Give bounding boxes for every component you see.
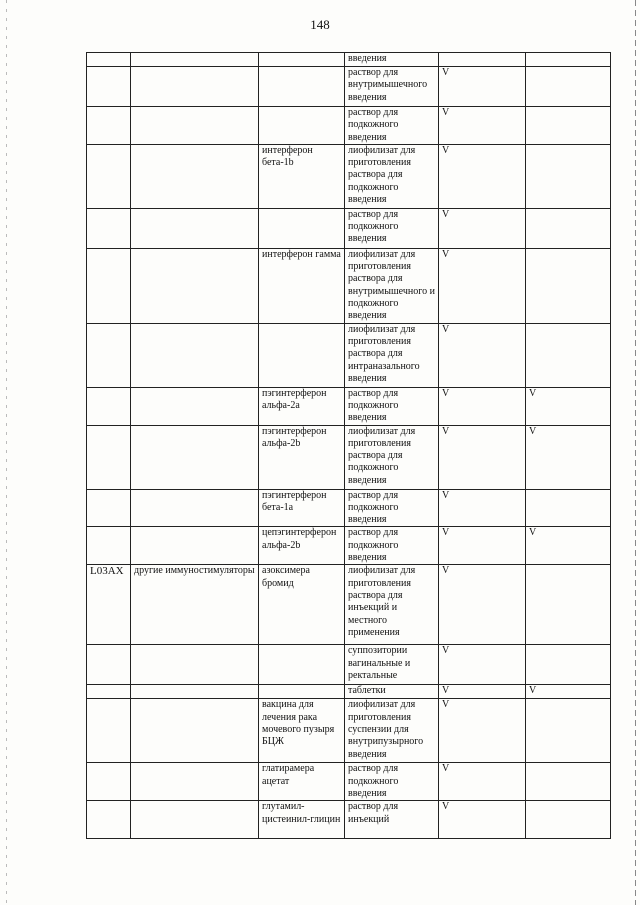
table-row <box>87 801 611 839</box>
table-row <box>87 248 611 323</box>
table-row <box>87 323 611 387</box>
table-row <box>87 763 611 801</box>
dosage-form-cell: введения <box>345 53 439 67</box>
dosage-form-cell: лиофилизат для приготовления раствора для внутримышечного и подкожного введения <box>345 248 439 323</box>
inn-cell: интерферон бета-1b <box>259 144 345 208</box>
atc-code-cell <box>87 489 131 527</box>
dosage-form-cell: раствор для подкожного введения <box>345 107 439 145</box>
group-cell <box>131 489 259 527</box>
atc-code-cell <box>87 645 131 685</box>
mark-cell-2: V <box>526 685 611 699</box>
mark-cell-2 <box>526 208 611 248</box>
mark-cell-1: V <box>439 208 526 248</box>
mark-cell-1: V <box>439 387 526 425</box>
inn-cell <box>259 685 345 699</box>
dosage-form-cell: лиофилизат для приготовления раствора для подкожного введения <box>345 425 439 489</box>
atc-code-cell <box>87 248 131 323</box>
atc-code-cell <box>87 699 131 763</box>
mark-cell-2 <box>526 323 611 387</box>
dosage-form-cell: раствор для подкожного введения <box>345 489 439 527</box>
inn-cell <box>259 208 345 248</box>
atc-code-cell <box>87 323 131 387</box>
mark-cell-1: V <box>439 527 526 565</box>
inn-cell: пэгинтерферон бета-1a <box>259 489 345 527</box>
atc-code-cell <box>87 107 131 145</box>
group-cell <box>131 53 259 67</box>
mark-cell-1 <box>439 53 526 67</box>
table-row <box>87 489 611 527</box>
atc-code-cell <box>87 527 131 565</box>
table-row <box>87 53 611 67</box>
mark-cell-2 <box>526 248 611 323</box>
mark-cell-1: V <box>439 565 526 645</box>
mark-cell-2 <box>526 489 611 527</box>
mark-cell-2: V <box>526 425 611 489</box>
group-cell <box>131 107 259 145</box>
inn-cell <box>259 645 345 685</box>
atc-code-cell: L03AX <box>87 565 131 645</box>
inn-cell: глатирамера ацетат <box>259 763 345 801</box>
group-cell <box>131 387 259 425</box>
group-cell <box>131 763 259 801</box>
table-row <box>87 107 611 145</box>
atc-code-cell <box>87 144 131 208</box>
dosage-form-cell: лиофилизат для приготовления раствора для интраназального введения <box>345 323 439 387</box>
group-cell <box>131 248 259 323</box>
atc-code-cell <box>87 425 131 489</box>
atc-code-cell <box>87 67 131 107</box>
mark-cell-1: V <box>439 248 526 323</box>
atc-code-cell <box>87 53 131 67</box>
mark-cell-2 <box>526 699 611 763</box>
mark-cell-1: V <box>439 489 526 527</box>
inn-cell: цепэгинтерферон альфа-2b <box>259 527 345 565</box>
atc-code-cell <box>87 685 131 699</box>
table-row <box>87 645 611 685</box>
inn-cell <box>259 67 345 107</box>
table-row <box>87 425 611 489</box>
group-cell <box>131 323 259 387</box>
group-cell <box>131 801 259 839</box>
inn-cell <box>259 323 345 387</box>
scan-edge-left <box>6 0 7 905</box>
table-row <box>87 527 611 565</box>
atc-code-cell <box>87 208 131 248</box>
page-number: 148 <box>310 17 330 32</box>
group-cell <box>131 208 259 248</box>
mark-cell-1: V <box>439 801 526 839</box>
mark-cell-2 <box>526 801 611 839</box>
mark-cell-2 <box>526 144 611 208</box>
mark-cell-2 <box>526 645 611 685</box>
table-row <box>87 67 611 107</box>
inn-cell: пэгинтерферон альфа-2a <box>259 387 345 425</box>
dosage-form-cell: раствор для подкожного введения <box>345 387 439 425</box>
dosage-form-cell: раствор для подкожного введения <box>345 763 439 801</box>
group-cell <box>131 645 259 685</box>
drug-table <box>86 52 611 839</box>
mark-cell-2 <box>526 565 611 645</box>
scan-edge-right <box>635 0 636 905</box>
atc-code-cell <box>87 801 131 839</box>
dosage-form-cell: суппозитории вагинальные и ректальные <box>345 645 439 685</box>
mark-cell-2: V <box>526 387 611 425</box>
inn-cell: азоксимера бромид <box>259 565 345 645</box>
mark-cell-2 <box>526 67 611 107</box>
group-cell <box>131 699 259 763</box>
group-cell <box>131 425 259 489</box>
dosage-form-cell: таблетки <box>345 685 439 699</box>
group-cell <box>131 527 259 565</box>
group-cell: другие иммуностимуляторы <box>131 565 259 645</box>
mark-cell-2: V <box>526 527 611 565</box>
inn-cell: пэгинтерферон альфа-2b <box>259 425 345 489</box>
mark-cell-1: V <box>439 699 526 763</box>
dosage-form-cell: лиофилизат для приготовления суспензии для внутрипузырного введения <box>345 699 439 763</box>
mark-cell-1: V <box>439 67 526 107</box>
table-row <box>87 208 611 248</box>
dosage-form-cell: лиофилизат для приготовления раствора для инъекций и местного применения <box>345 565 439 645</box>
group-cell <box>131 685 259 699</box>
table-row <box>87 387 611 425</box>
inn-cell <box>259 107 345 145</box>
inn-cell: вакцина для лечения рака мочевого пузыря БЦЖ <box>259 699 345 763</box>
dosage-form-cell: лиофилизат для приготовления раствора для подкожного введения <box>345 144 439 208</box>
table-row <box>87 144 611 208</box>
mark-cell-1: V <box>439 107 526 145</box>
dosage-form-cell: раствор для внутримышечного введения <box>345 67 439 107</box>
dosage-form-cell: раствор для подкожного введения <box>345 208 439 248</box>
mark-cell-1: V <box>439 645 526 685</box>
inn-cell: глутамил-цистеинил-глицин <box>259 801 345 839</box>
mark-cell-1: V <box>439 763 526 801</box>
table-row <box>87 699 611 763</box>
inn-cell <box>259 53 345 67</box>
table-row <box>87 565 611 645</box>
group-cell <box>131 67 259 107</box>
mark-cell-2 <box>526 53 611 67</box>
dosage-form-cell: раствор для инъекций <box>345 801 439 839</box>
mark-cell-1: V <box>439 425 526 489</box>
atc-code-cell <box>87 763 131 801</box>
mark-cell-2 <box>526 763 611 801</box>
mark-cell-1: V <box>439 685 526 699</box>
mark-cell-2 <box>526 107 611 145</box>
mark-cell-1: V <box>439 144 526 208</box>
mark-cell-1: V <box>439 323 526 387</box>
inn-cell: интерферон гамма <box>259 248 345 323</box>
group-cell <box>131 144 259 208</box>
atc-code-cell <box>87 387 131 425</box>
dosage-form-cell: раствор для подкожного введения <box>345 527 439 565</box>
table-row <box>87 685 611 699</box>
